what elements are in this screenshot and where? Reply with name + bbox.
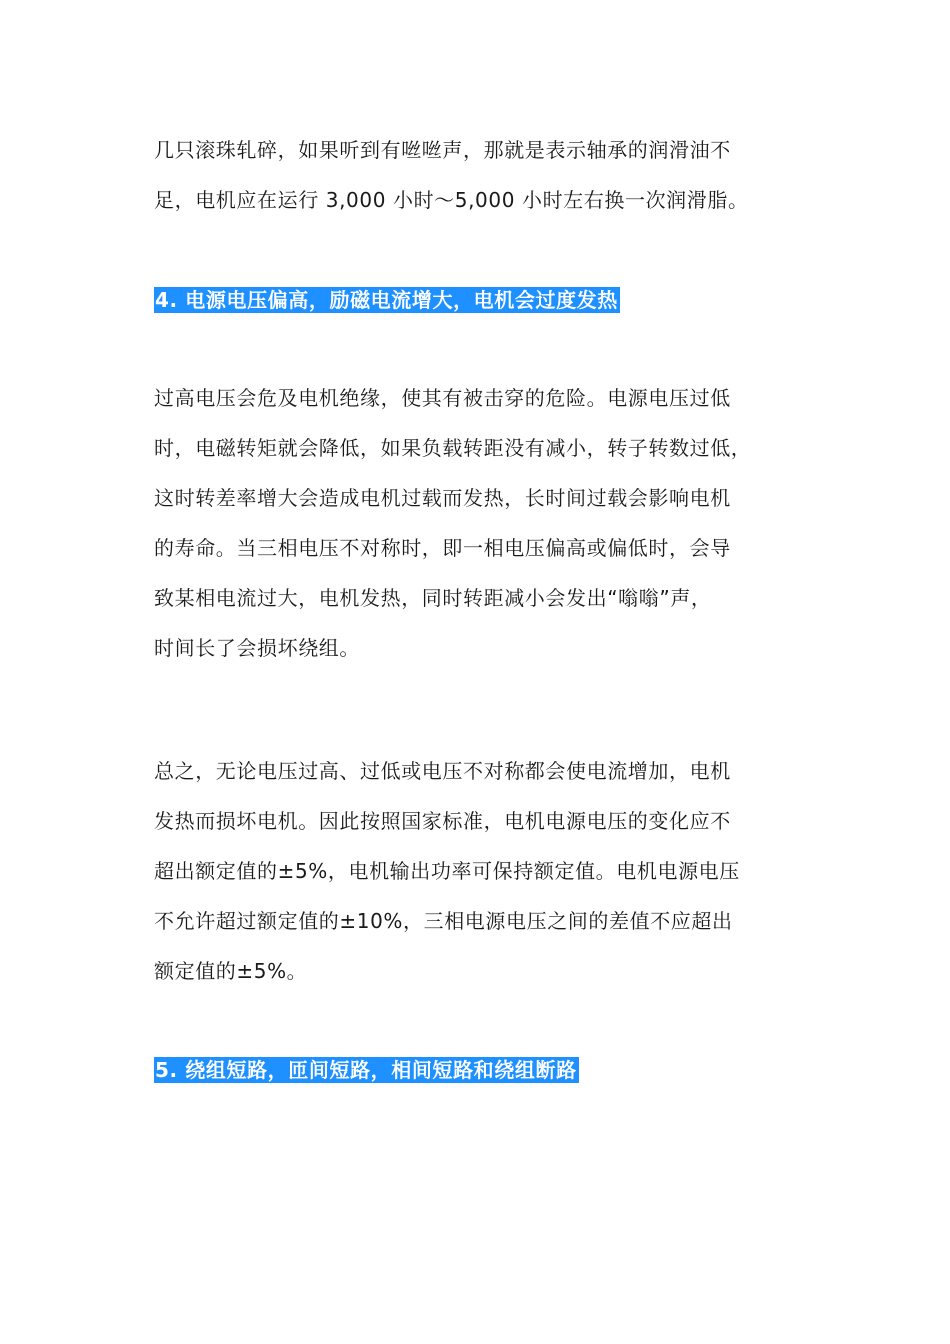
text-line: 总之，无论电压过高、过低或电压不对称都会使电流增加，电机 — [154, 759, 731, 783]
section-heading-4 — [154, 287, 620, 313]
heading-highlight-text: 4. 电源电压偏高，励磁电流增大，电机会过度发热 — [155, 288, 618, 312]
text-line: 致某相电流过大，电机发热，同时转距减小会发出“嗡嗡”声， — [154, 586, 712, 610]
paragraph-voltage-effects — [154, 373, 804, 673]
text-line: 时间长了会损坏绕组。 — [154, 636, 360, 660]
text-line: 不允许超过额定值的±10%，三相电源电压之间的差值不应超出 — [154, 909, 733, 933]
text-line: 时，电磁转矩就会降低，如果负载转距没有减小，转子转数过低， — [154, 436, 752, 460]
paragraph-bearing-lubrication — [154, 125, 804, 225]
text-line: 这时转差率增大会造成电机过载而发热，长时间过载会影响电机 — [154, 486, 731, 510]
paragraph-voltage-standard — [154, 746, 804, 996]
heading-highlight-text: 5. 绕组短路，匝间短路，相间短路和绕组断路 — [155, 1058, 577, 1082]
text-line: 过高电压会危及电机绝缘，使其有被击穿的危险。电源电压过低 — [154, 386, 731, 410]
section-heading-5 — [154, 1057, 579, 1083]
text-line: 发热而损坏电机。因此按照国家标准，电机电源电压的变化应不 — [154, 809, 731, 833]
text-line: 足，电机应在运行 3,000 小时～5,000 小时左右换一次润滑脂。 — [154, 188, 749, 212]
text-line: 几只滚珠轧碎，如果听到有咝咝声，那就是表示轴承的润滑油不 — [154, 138, 731, 162]
text-line: 额定值的±5%。 — [154, 959, 308, 983]
text-line: 的寿命。当三相电压不对称时，即一相电压偏高或偏低时，会导 — [154, 536, 731, 560]
text-line: 超出额定值的±5%，电机输出功率可保持额定值。电机电源电压 — [154, 859, 740, 883]
